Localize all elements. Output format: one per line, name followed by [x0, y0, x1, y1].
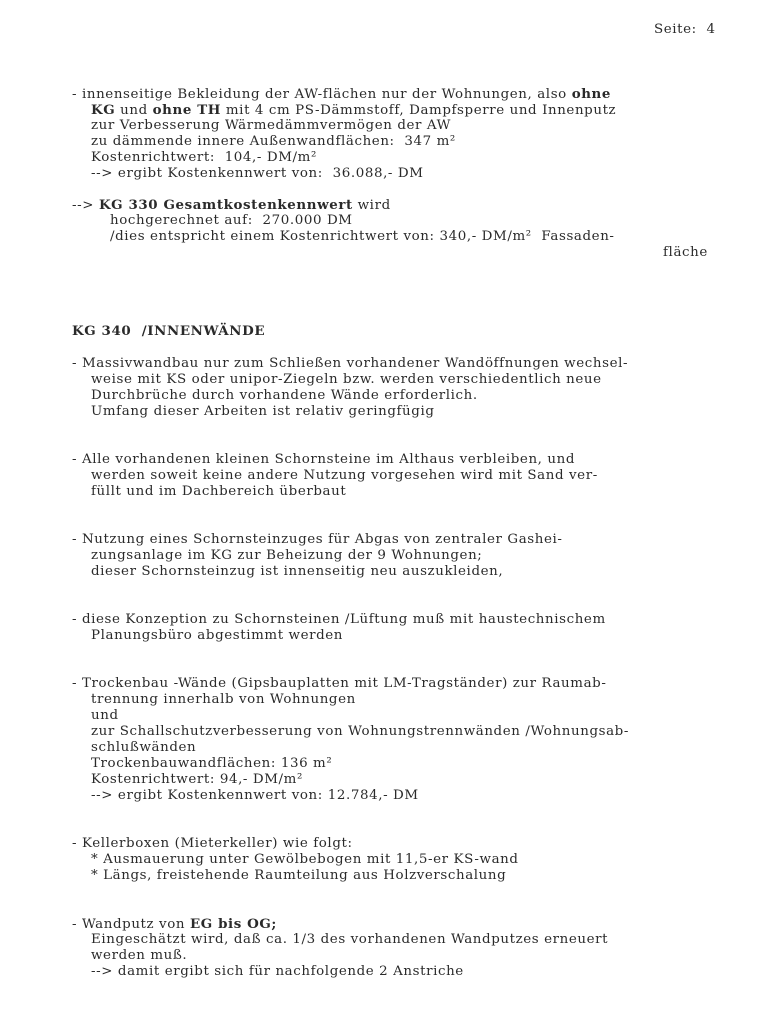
kg340-heading: KG 340 /INNENWÄNDE	[72, 323, 266, 339]
kg340-p3-line1: - Nutzung eines Schornsteinzuges für Abgas von zentraler Gashei-	[72, 532, 563, 547]
kg330-p1-line5: Kostenrichtwert: 104,- DM/m²	[91, 150, 317, 165]
kg340-p5-line1: - Trockenbau -Wände (Gipsbauplatten mit LM-Tragständer) zur Raumab-	[72, 676, 607, 691]
kg340-p5-line2: trennung innerhalb von Wohnungen	[91, 692, 356, 707]
kg340-p5-line3: und	[91, 708, 119, 723]
kg340-p5-line5: schlußwänden	[91, 740, 197, 755]
kg340-p1-line3: Durchbrüche durch vorhandene Wände erforderlich.	[91, 388, 478, 403]
kg330-total-line4: fläche	[663, 245, 708, 260]
kg340-p6-line1: - Kellerboxen (Mieterkeller) wie folgt:	[72, 836, 353, 851]
kg330-total-line3: /dies entspricht einem Kostenrichtwert von: 340,- DM/m² Fassaden-	[110, 229, 615, 244]
page-number-value: 4	[706, 22, 716, 37]
kg340-p2-line3: füllt und im Dachbereich überbaut	[91, 484, 347, 499]
kg340-p6-line3: * Längs, freistehende Raumteilung aus Holzverschalung	[91, 868, 507, 883]
bold-eg-bis-og: EG bis OG;	[189, 916, 277, 932]
kg340-p5-line4: zur Schallschutzverbesserung von Wohnungstrennwänden /Wohnungsab-	[91, 724, 629, 739]
kg340-p5-line7: Kostenrichtwert: 94,- DM/m²	[91, 772, 303, 787]
kg340-p1-line1: - Massivwandbau nur zum Schließen vorhandener Wandöffnungen wechsel-	[72, 356, 629, 371]
kg340-p7-line1: - Wandputz von EG bis OG;	[72, 916, 277, 932]
kg340-p4-line1: - diese Konzeption zu Schornsteinen /Lüftung muß mit haustechnischem	[72, 612, 606, 627]
bold-ohne-th: ohne TH	[152, 102, 222, 118]
kg330-p1-line2: KG und ohne TH mit 4 cm PS-Dämmstoff, Dampfsperre und Innenputz	[91, 102, 617, 118]
kg330-total-line1: --> KG 330 Gesamtkostenkennwert wird	[72, 197, 391, 213]
kg330-p1-line3: zur Verbesserung Wärmedämmvermögen der AW	[91, 118, 451, 133]
kg340-p5-line8: --> ergibt Kostenkennwert von: 12.784,- DM	[91, 788, 419, 803]
bold-kg: KG	[91, 102, 116, 118]
kg340-p1-line4: Umfang dieser Arbeiten ist relativ geringfügig	[91, 404, 435, 419]
kg340-p4-line2: Planungsbüro abgestimmt werden	[91, 628, 344, 643]
kg340-p3-line2: zungsanlage im KG zur Beheizung der 9 Wohnungen;	[91, 548, 483, 563]
kg330-total-line2: hochgerechnet auf: 270.000 DM	[110, 213, 353, 228]
kg340-p3-line3: dieser Schornsteinzug ist innenseitig neu auszukleiden,	[91, 564, 504, 579]
kg340-p7-line4: --> damit ergibt sich für nachfolgende 2 Anstriche	[91, 964, 464, 979]
kg340-p6-line2: * Ausmauerung unter Gewölbebogen mit 11,5-er KS-wand	[91, 852, 519, 867]
kg330-p1-line4: zu dämmende innere Außenwandflächen: 347 m²	[91, 134, 456, 149]
bold-ohne: ohne	[571, 86, 612, 102]
kg330-total-label: KG 330 Gesamtkostenkennwert	[98, 197, 353, 213]
kg340-p2-line1: - Alle vorhandenen kleinen Schornsteine im Althaus verbleiben, und	[72, 452, 576, 467]
page-number	[654, 22, 716, 38]
kg340-p1-line2: weise mit KS oder unipor-Ziegeln bzw. werden verschiedentlich neue	[91, 372, 602, 387]
page-label: Seite:	[654, 22, 697, 37]
kg340-p5-line6: Trockenbauwandflächen: 136 m²	[91, 756, 333, 771]
kg340-p2-line2: werden soweit keine andere Nutzung vorgesehen wird mit Sand ver-	[91, 468, 598, 483]
kg340-p7-line2: Eingeschätzt wird, daß ca. 1/3 des vorhandenen Wandputzes erneuert	[91, 932, 609, 947]
kg330-p1-line1: - innenseitige Bekleidung der AW-flächen nur der Wohnungen, also ohne	[72, 86, 612, 102]
kg330-p1-line6: --> ergibt Kostenkennwert von: 36.088,- DM	[91, 166, 424, 181]
kg340-p7-line3: werden muß.	[91, 948, 188, 963]
